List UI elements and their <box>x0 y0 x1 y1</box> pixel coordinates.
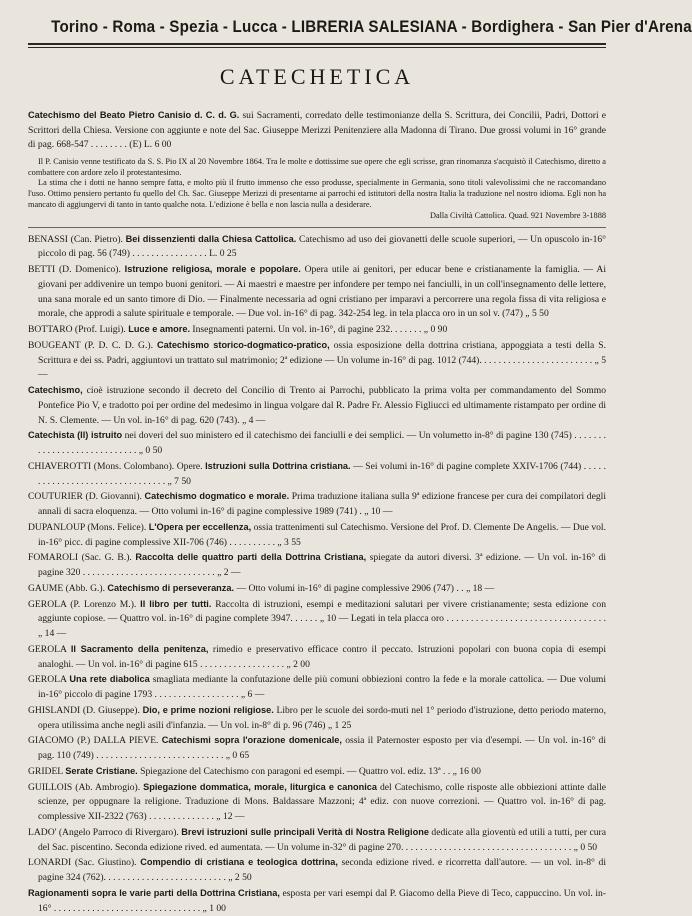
section-title: CATECHETICA <box>219 64 415 89</box>
entry-description: Insegnamenti paterni. Un vol. in-16°, di pagine 232. . . . . . . „ 0 90 <box>190 324 448 336</box>
entry-author: GEROLA (P. Lorenzo M.). <box>28 598 141 610</box>
entry-author: BENASSI (Can. Pietro). <box>28 233 126 245</box>
entry-title: Catechista (Il) istruito <box>28 430 123 441</box>
catalog-entry <box>28 672 606 703</box>
entry-title: Luce e amore. <box>128 324 191 335</box>
entry-title: Catechismo di perseveranza. <box>107 582 235 593</box>
lead-entry-title: Catechismo del Beato Pietro Canisio d. C. d. G. <box>28 110 240 120</box>
entry-description: del Catechismo, colle risposte alle obbiezioni attinte dalle scienze, per oppugnare la religione. Traduzione di Mons. Baldassare Mazzoni; 4ª ediz. con nuove correzioni. — Quattro vol. in-16° di pag. complessive XII-2322 (763) . . . . . . . . . . . . . . „ 12 — <box>38 781 606 823</box>
entry-title: Bei dissenzienti dalla Chiesa Cattolica. <box>125 233 297 244</box>
header-rule-thick <box>28 43 606 45</box>
entry-author: BOTTARO (Prof. Luigi). <box>28 324 129 336</box>
entry-description: Opera utile ai genitori, per educar bene e cristianamente la famiglia. — Ai giovani per addivenire un tempo buoni genitori. — Ai maestri e maestre per infondere per tempo nei fanciulli, in un coll'insegnamento delle lettere, una sana morale ed un santo timore di Dio. — Finalmente necessaria ad ogni cristiano per imparavi a percorrere una regola fissa di vita religiosa e morale, che approdi a salute spirituale e temporale. — Due vol. in-16° di pag. 342-254 leg. in tela placca oro in un sol v. (747) „ 5 50 <box>38 264 606 320</box>
entry-description: smagliata mediante la confutazione delle più comuni obbiezioni contro la fede e la morale cattolica. — Due volumi in-16° piccolo di pagine 1793 . . . . . . . . . . . . . . . . . . „ 6 — <box>38 674 606 701</box>
entry-description: esposta per vari esempi dal P. Giacomo della Pieve di Teco, cappuccino. Un vol. in-16° . . . . . . . . . . . . . . . . . . . . . . . . . . . . . . . „ 1 00 <box>38 887 606 914</box>
review-note-paragraph: Il P. Canisio venne testificato da S. S. Pio IX al 20 Novembre 1864. Tra le molte e dottissime sue opere che egli scrisse, gran rinomanza s'acquistò il Catechismo, diretto a combattere con ardore zelo il protestantesimo. <box>28 156 606 177</box>
entry-title: Istruzioni sulla Dottrina cristiana. <box>205 460 351 471</box>
catalog-entry <box>28 642 606 673</box>
entry-title: Istruzione religiosa, morale e popolare. <box>124 264 301 275</box>
entry-title: Catechismo storico-dogmatico-pratico, <box>157 339 330 350</box>
entry-description: seconda edizione rived. e ricorretta dall'autore. — un vol. in-8° di pagine 324 (762). . . . . . . . . . . . . . . . . . . . . . . . . . „ 2 50 <box>38 857 607 884</box>
entry-title: Serate Cristiane. <box>65 765 138 776</box>
review-note <box>28 157 606 222</box>
entry-description: dedicate alla gioventù ed utili a tutti, per cura del Sac. piscentino. Seconda edizione rived. ed aumentata. — Un volume in-32° di pagine 270. . . . . . . . . . . . . . . . . . . . . . . . . . . . . . . . . . . . „ 0 50 <box>38 826 606 853</box>
entry-author: GUILLOIS (Ab. Ambrogio). <box>28 781 144 793</box>
catalog-entry <box>28 520 606 551</box>
entry-title: Ragionamenti sopra le varie parti della Dottrina Cristiana, <box>28 887 280 898</box>
entry-author: GIACOMO (P.) DALLA PIEVE. <box>28 735 162 747</box>
entry-description: ossia esposizione della dottrina cristiana, appoggiata a testi della S. Scrittura e dei ss. Padri, aggiuntovi un trattato sul matrimonio; 2ª edizione — Un volume in-16° di pag. 1012 (744). . . . . . . . . . . . . . . . . . . . . . . . „ 5 — <box>38 339 607 381</box>
entry-title: Catechismo, <box>28 385 83 396</box>
entry-author: FOMAROLI (Sac. G. B.). <box>28 552 136 564</box>
review-note-source: Dalla Civiltà Cattolica. Quad. 921 Novembre 3-1888 <box>429 210 606 220</box>
catalog-entry <box>28 489 606 520</box>
entry-author: GHISLANDI (D. Giuseppe). <box>28 704 143 716</box>
entry-description: ossia trattenimenti sul Catechismo. Versione del Prof. D. Clemente De Angelis. — Due vol. in-16° picc. di pagine complessive XII-706 (746) . . . . . . . . . . „ 3 55 <box>38 521 606 548</box>
entry-author: CHIAVEROTTI (Mons. Colombano). Opere. <box>28 460 206 472</box>
entry-author: COUTURIER (D. Giovanni). <box>28 491 145 503</box>
entry-description: cioè istruzione secondo il decreto del Concilio di Trento ai Parrochi, pubblicato la prima volta per commandamento del Sommo Pontefice Pio V, e tradotto poi per ordine del medesimo in lingua volgare dal R. Padre Fr. Alessio Figliucci ed ultimamente ristampato per ordine di N. S. Clemente. — Un vol. in-16° di pag. 620 (743). „ 4 — <box>38 385 606 426</box>
entry-author: GEROLA <box>28 674 70 686</box>
entry-author: LONARDI (Sac. Giustino). <box>28 857 141 869</box>
review-note-paragraph: La stima che i dotti ne hanno sempre fatta, e molto più il frutto immenso che esso produsse, specialmente in Germania, sono titoli valevolissimi che ne raccomandano l'uso. Ottimo pensiero pertanto fu quello del Ch. Sac. Giuseppe Merizzi di presentarne ai parrochi ed istitutori della nostra Italia la traduzione nel nostro idioma. Egli non ha mancato di aggiungervi di tanto in tanto qualche nota. L'edizione è bella e non lascia nulla a desiderare. <box>28 178 606 209</box>
page-header: Torino - Roma - Spezia - Lucca - LIBRERIA SALESIANA - Bordighera - San Pier d'Arena <box>51 18 692 36</box>
entry-title: Catechismo dogmatico e morale. <box>144 491 290 502</box>
catalog-entry <box>28 855 606 886</box>
lead-entry-text: sui Sacramenti, corredato delle testimonianze della S. Scrittura, dei Concilii, Padri, Dottori e Scrittori della Chiesa. Versione con aggiunte e note del Sac. Giuseppe Merizzi Penitenziere alla Madonna di Tirano. Due grossi volumi in 16° grande di pag. 668-547 . . . . . . . . (E) L. 6 00 <box>28 110 606 151</box>
catalog-entry <box>28 428 606 459</box>
section-separator <box>28 227 606 228</box>
entry-description: Catechismo ad uso dei giovanetti delle scuole superiori, — Un opuscolo in-16° piccolo di pag. 56 (749) . . . . . . . . . . . . . . . . L. 0 25 <box>38 233 607 260</box>
entry-title: Raccolta delle quattro parti della Dottrina Cristiana, <box>135 552 367 563</box>
entry-author: GAUME (Abb. G.). <box>28 582 108 594</box>
entry-title: Spiegazione dommatica, morale, liturgica e canonica <box>143 781 377 792</box>
entry-title: Una rete diabolica <box>69 674 150 685</box>
entry-description: Raccolta di istruzioni, esempi e meditazioni salutari per vivere cristianamente; sesta edizione con aggiunte copiose. — Quattro vol. in-16° di pagine complete 3947. . . . . . „ 10 — Legati in tela placca oro . . . . . . . . . . . . . . . . . . . . . . . . . . . . . . . . . „ 14 — <box>38 598 606 640</box>
entry-author: BETTI (D. Domenico). <box>28 264 125 276</box>
entry-title: Brevi istruzioni sulle principali Verità di Nostra Religione <box>181 826 429 837</box>
entry-title: Compendio di cristiana e teologica dottrina, <box>140 857 338 868</box>
catalog-entry <box>28 733 606 764</box>
entry-title: Il Sacramento della penitenza, <box>70 643 209 654</box>
catalog-entry <box>28 338 606 383</box>
catalog-entries <box>28 232 606 916</box>
catalog-entry <box>28 597 606 642</box>
entry-description: nei doveri del suo ministero ed il catechismo dei fanciulli e dei semplici. — Un volumetto in-8° di pagine 130 (745) . . . . . . . . . . . . . . . . . . . . . . . . . . . . „ 0 50 <box>38 430 606 457</box>
catalog-entry <box>28 780 606 825</box>
entry-author: BOUGEANT (P. D. C. D. G.). <box>28 339 158 351</box>
catalog-entry <box>28 383 606 428</box>
entry-description: ossia il Paternoster esposto per via d'esempi. — Un vol. in-16° di pag. 110 (749) . . . . . . . . . . . . . . . . . . . . . . . . . . . „ 0 65 <box>38 735 606 762</box>
entry-description: Libro per le scuole dei sordo-muti nel 1° periodo d'istruzione, detto periodo materno, opera utilissima anche negli asili d'infanzia. — Un vol. in-8° di p. 96 (746) „ 1 25 <box>38 704 606 731</box>
entry-title: L'Opera per eccellenza, <box>148 521 252 532</box>
entry-description: spiegate da autori diversi. 3ª edizione. — Un vol. in-16° di pagine 320 . . . . . . . . . . . . . . . . . . . . . . . . . . . . „ 2 — <box>38 552 607 579</box>
entry-title: Il libro per tutti. <box>140 598 212 609</box>
entry-author: GRIDEL <box>28 765 66 777</box>
entry-description: — Otto volumi in-16° di pagine complessive 2906 (747) . . „ 18 — <box>234 582 495 594</box>
catalog-entry <box>28 232 606 263</box>
entry-description: rimedio e preservativo efficace contro il peccato. Istruzioni popolari con buona copia di esempi analoghi. — Un vol. in-16° di pagine 615 . . . . . . . . . . . . . . . . . . „ 2 00 <box>38 643 606 670</box>
header-rule-thin <box>28 47 606 48</box>
catalog-entry <box>28 703 606 734</box>
lead-entry <box>28 108 606 153</box>
catalog-entry <box>28 825 606 856</box>
entry-description: — Sei volumi in-16° di pagine complete XXIV-1706 (744) . . . . . . . . . . . . . . . . . . . . . . . . . . . . . . . . „ 7 50 <box>38 460 606 487</box>
entry-title: Dio, e prime nozioni religiose. <box>142 704 274 715</box>
catalog-entry <box>28 581 606 597</box>
catalog-entry <box>28 262 606 322</box>
catalog-entry <box>28 764 606 780</box>
entry-description: Spiegazione del Catechismo con paragoni ed esempi. — Quattro vol. ediz. 13ª . . „ 16 00 <box>137 765 481 777</box>
entry-author: DUPANLOUP (Mons. Felice). <box>28 521 149 533</box>
catalog-entry <box>28 550 606 581</box>
entry-author: LADO' (Angelo Parroco di Rivergaro). <box>28 826 182 838</box>
entry-title: Catechismi sopra l'orazione domenicale, <box>161 735 342 746</box>
catalog-entry <box>28 322 606 338</box>
catalog-entry <box>28 459 606 490</box>
catalog-entry <box>28 886 606 916</box>
entry-description: Prima traduzione italiana sulla 9ª edizione francese per cura dei compilatori degli annali di sacra eloquenza. — Otto volumi in-16° di pagine complessive 1989 (741) . „ 10 — <box>38 491 606 518</box>
entry-author: GEROLA <box>28 643 71 655</box>
